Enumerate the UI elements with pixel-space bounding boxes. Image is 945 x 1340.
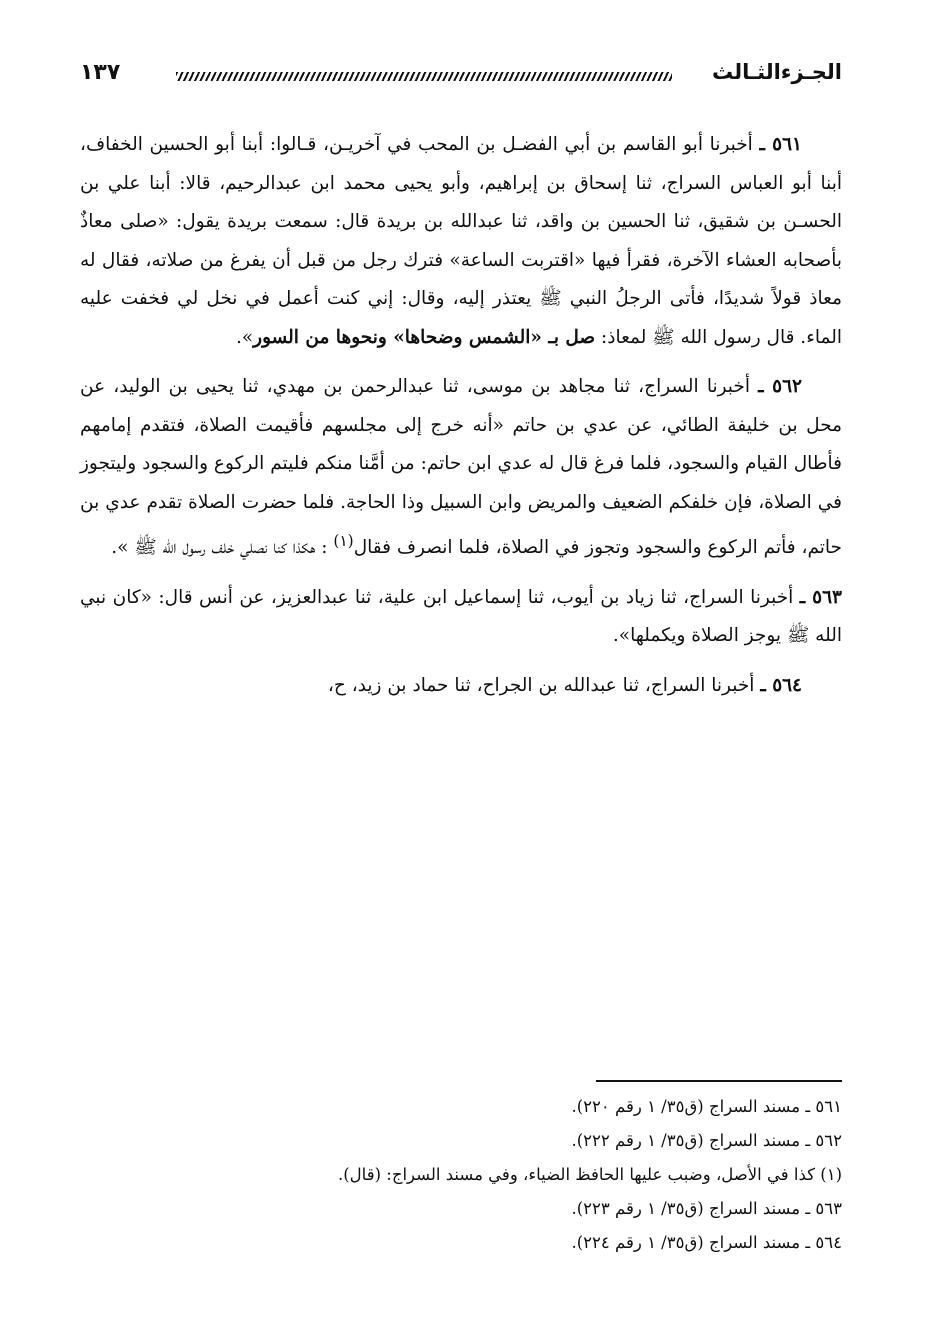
footnotes [80, 1082, 842, 1260]
footnote-line: (١) كذا في الأصل، وضبب عليها الحافظ الضياء، وفي مسند السراج: (قال). [338, 1165, 842, 1184]
footnote-line: ٥٦٣ ـ مسند السراج (ق٣٥/ ١ رقم ٢٢٣). [571, 1199, 842, 1218]
footnote-line: ٥٦٤ ـ مسند السراج (ق٣٥/ ١ رقم ٢٢٤). [571, 1233, 842, 1252]
hadith-number: ٥٦٣ ـ [799, 586, 842, 608]
footnote-marker: (١) [333, 532, 354, 550]
page-number: ١٣٧ [80, 60, 121, 85]
hadith-text: أخبرنا أبو القاسم بن أبي الفضـل بن المحب في آخريـن، قـالوا: أبنا أبو الحسين الخفاف، أبنا أبو العباس السراج، ثنا إسحاق بن إبراهيم، وأبو يحيى محمد ابن عبدالرحيم، قالا: أبنا علي بن الحسـن بن شقيق، ثنا الحسين بن واقد، ثنا عبدالله بن بريدة قال: سمعت بريدة يقول: «صلى معاذٌ بأصحابه العشاء الآخرة، فقرأ فيها «اقتربت الساعة» فترك رجل من قبل أن يفرغ من صلاته، فقال له معاذ قولاً شديدًا، فأتى الرجلُ النبي ﷺ يعتذر إليه، وقال: إني كنت أعمل في نخل لي فخفت عليه الماء. قال رسول الله ﷺ لمعاذ: [80, 134, 842, 348]
hadith-number: ٥٦٤ ـ [760, 674, 802, 696]
footnote-rule [596, 1080, 842, 1082]
hadith-number: ٥٦٢ ـ [758, 376, 802, 397]
hadith-paragraph [80, 126, 842, 357]
hadith-paragraph [80, 368, 842, 568]
part-title: الجـزءالثـالث [711, 60, 842, 84]
hadith-paragraph [80, 579, 842, 656]
hadith-text: أخبرنا السراج، ثنا زياد بن أيوب، ثنا إسماعيل ابن علية، ثنا عبدالعزيز، عن أنس قال: «كان نبي الله ﷺ يوجز الصلاة ويكملها». [80, 586, 842, 647]
footnote-line: ٥٦٢ ـ مسند السراج (ق٣٥/ ١ رقم ٢٢٢). [571, 1131, 842, 1150]
hadith-text: أخبرنا السراج، ثنا عبدالله بن الجراح، ثنا حماد بن زيد، ح، [327, 674, 761, 696]
hadith-number: ٥٦١ ـ [759, 134, 802, 155]
hadith-text: أخبرنا السراج، ثنا مجاهد بن موسى، ثنا عبدالرحمن بن مهدي، ثنا يحيى بن الوليد، عن محل بن خليفة الطائي، عن عدي بن حاتم «أنه خرج إلى مجلسهم فأقيمت الصلاة، فتقدم إمامهم فأطال القيام والسجود، فلما فرغ قال له عدي ابن حاتم: من أمَّنا منكم فليتم الركوع والسجود وليتجوز في الصلاة، فإن خلفكم الضعيف والمريض وابن السبيل وذا الحاجة. فلما حضرت الصلاة تقدم عدي بن حاتم، فأتم الركوع والسجود وتجوز في الصلاة، فلما انصرف فقال [80, 376, 842, 559]
hadith-text: ». [235, 326, 254, 348]
hadith-text: : هكذا كنا نصلي خلف رسول الله ﷺ ». [111, 537, 334, 559]
hadith-paragraph [80, 667, 842, 706]
header-rule [176, 72, 672, 81]
running-header [80, 58, 842, 94]
footnote-list [80, 1090, 842, 1260]
main-text [80, 126, 842, 716]
footnote-line: ٥٦١ ـ مسند السراج (ق٣٥/ ١ رقم ٢٢٠). [571, 1097, 842, 1116]
emphasized-text: صل بـ «الشمس وضحاها» ونحوها من السور [253, 326, 596, 348]
